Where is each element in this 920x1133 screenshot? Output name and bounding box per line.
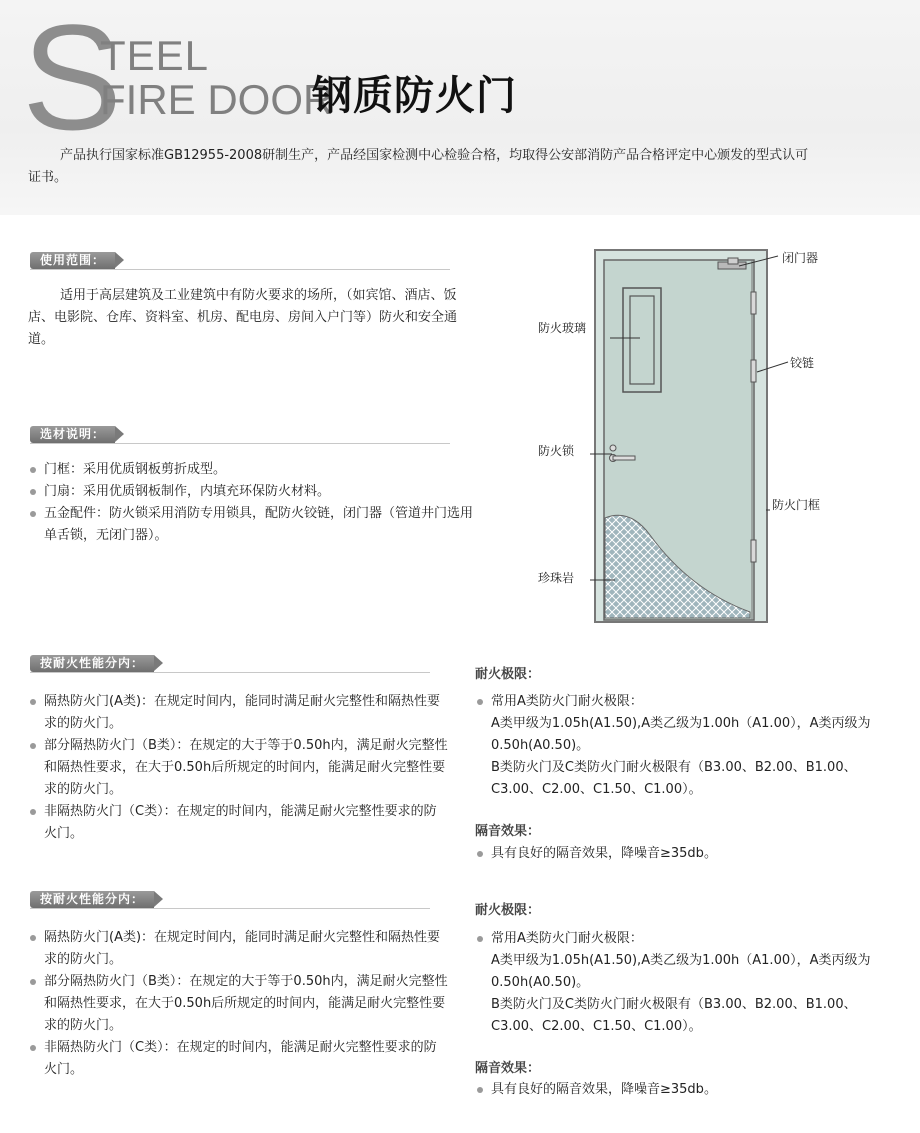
fire-limit-item: 常用A类防火门耐火极限： bbox=[491, 931, 643, 946]
hinge bbox=[751, 540, 756, 562]
fire-limit-item: 常用A类防火门耐火极限： bbox=[491, 694, 643, 709]
sound-heading: 隔音效果： bbox=[475, 1061, 541, 1076]
fire-limit-list bbox=[475, 928, 900, 1038]
fire-limit-heading: 耐火极限： bbox=[475, 667, 541, 682]
list-item bbox=[475, 928, 900, 1038]
label-fire-lock: 防火锁 bbox=[538, 444, 575, 458]
list-item: 部分隔热防火门（B类）：在规定的大于等于0.50h内，满足耐火完整性和隔热性要求，在大于0.50h后所规定的时间内，能满足耐火完整性要求的防火门。 bbox=[28, 735, 448, 801]
list-item: 部分隔热防火门（B类）：在规定的大于等于0.50h内，满足耐火完整性和隔热性要求，在大于0.50h后所规定的时间内，能满足耐火完整性要求的防火门。 bbox=[28, 971, 448, 1037]
sound-list bbox=[475, 1079, 900, 1101]
list-item: 门扇：采用优质钢板制作，内填充环保防火材料。 bbox=[28, 481, 478, 503]
section-divider bbox=[30, 672, 430, 673]
section-tag-classify: 按耐火性能分内： bbox=[30, 655, 154, 672]
logo-line-fire-door: FIRE DOOR bbox=[100, 76, 334, 123]
list-item: 非隔热防火门（C类）：在规定的时间内，能满足耐火完整性要求的防火门。 bbox=[28, 801, 448, 845]
list-item: 门框：采用优质钢板剪折成型。 bbox=[28, 459, 478, 481]
section-divider bbox=[30, 443, 450, 444]
list-item: 隔热防火门(A类)：在规定时间内，能同时满足耐火完整性和隔热性要求的防火门。 bbox=[28, 927, 448, 971]
label-hinge: 铰链 bbox=[790, 356, 815, 370]
fire-limit-line: A类甲级为1.05h(A1.50),A类乙级为1.00h（A1.00），A类丙级为0.50h(A0.50)。 bbox=[491, 716, 871, 753]
intro-text: 产品执行国家标准GB12955-2008研制生产，产品经国家检测中心检验合格，均取得公安部消防产品合格评定中心颁发的型式认可证书。 bbox=[28, 148, 809, 185]
hinge bbox=[751, 360, 756, 382]
label-fire-door-frame: 防火门框 bbox=[772, 498, 821, 512]
list-item: 具有良好的隔音效果，降噪音≥35db。 bbox=[475, 1079, 900, 1101]
sound-list bbox=[475, 843, 900, 865]
list-item: 五金配件：防火锁采用消防专用锁具，配防火铰链，闭门器（管道井门选用单舌锁，无闭门器）。 bbox=[28, 503, 478, 547]
fire-glass-window bbox=[623, 288, 661, 392]
section-tag-usage: 使用范围： bbox=[30, 252, 115, 269]
classify-list bbox=[28, 927, 448, 1081]
list-item: 隔热防火门(A类)：在规定时间内，能同时满足耐火完整性和隔热性要求的防火门。 bbox=[28, 691, 448, 735]
section-divider bbox=[30, 269, 450, 270]
sound-heading: 隔音效果： bbox=[475, 824, 541, 839]
page-title: 钢质防火门 bbox=[312, 73, 517, 119]
classify-list bbox=[28, 691, 448, 845]
fire-limit-line: B类防火门及C类防火门耐火极限有（B3.00、B2.00、B1.00、C3.00、C2.00、C1.50、C1.00）。 bbox=[491, 997, 857, 1034]
fire-limit-list bbox=[475, 691, 900, 801]
label-door-closer: 闭门器 bbox=[782, 251, 819, 265]
fire-limit-line: B类防火门及C类防火门耐火极限有（B3.00、B2.00、B1.00、C3.00、C2.00、C1.50、C1.00）。 bbox=[491, 760, 857, 797]
lock-cylinder bbox=[610, 445, 616, 451]
usage-text: 适用于高层建筑及工业建筑中有防火要求的场所，（如宾馆、酒店、饭店、电影院、仓库、资料室、机房、配电房、房间入户门等）防火和安全通道。 bbox=[28, 288, 458, 347]
label-perlite: 珍珠岩 bbox=[538, 571, 575, 585]
logo-letter-s: S bbox=[22, 0, 123, 161]
section-divider bbox=[30, 908, 430, 909]
list-item: 非隔热防火门（C类）：在规定的时间内，能满足耐火完整性要求的防火门。 bbox=[28, 1037, 448, 1081]
section-tag-classify: 按耐火性能分内： bbox=[30, 891, 154, 908]
hinge bbox=[751, 292, 756, 314]
list-item: 具有良好的隔音效果，降噪音≥35db。 bbox=[475, 843, 900, 865]
materials-list bbox=[28, 459, 478, 547]
lock-handle bbox=[613, 456, 635, 460]
fire-limit-heading: 耐火极限： bbox=[475, 903, 541, 918]
fire-limit-line: A类甲级为1.05h(A1.50),A类乙级为1.00h（A1.00），A类丙级为0.50h(A0.50)。 bbox=[491, 953, 871, 990]
section-tag-materials: 选材说明： bbox=[30, 426, 115, 443]
logo-line-steel: TEEL bbox=[100, 32, 210, 79]
list-item bbox=[475, 691, 900, 801]
label-fire-glass: 防火玻璃 bbox=[538, 321, 587, 335]
